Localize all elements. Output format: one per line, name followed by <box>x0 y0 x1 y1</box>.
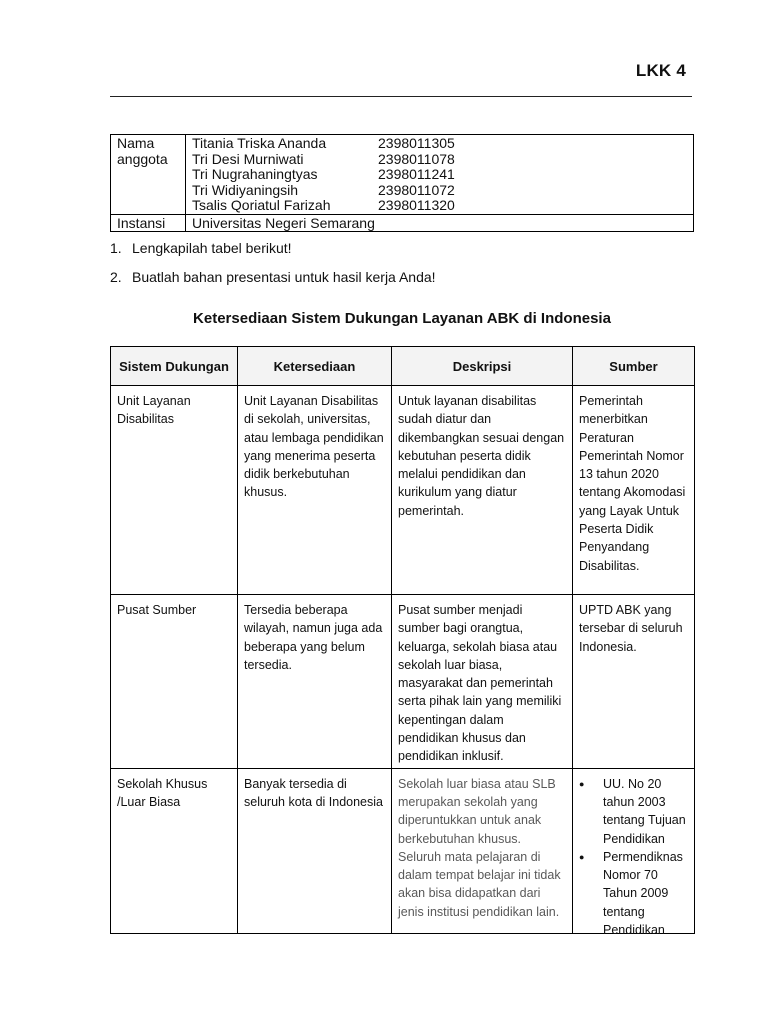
header-divider <box>110 96 692 97</box>
task-list <box>110 240 436 298</box>
description-cell: Sekolah luar biasa atau SLB merupakan sekolah yang diperuntukkan untuk anak berkebutuhan khusus. Seluruh mata pelajaran di dalam tempat belajar ini tidak akan bisa didapatkan dari jenis institusi pendidikan lain. <box>392 768 573 933</box>
availability-cell: Banyak tersedia di seluruh kota di Indonesia <box>238 768 392 933</box>
member-row <box>192 136 687 152</box>
name-label-cell: Nama anggota <box>111 135 186 215</box>
member-id: 2398011072 <box>378 181 455 198</box>
system-cell: Sekolah Khusus /Luar Biasa <box>111 768 238 933</box>
table-row <box>111 768 695 933</box>
institution-value-cell: Universitas Negeri Semarang <box>186 214 694 232</box>
member-id: 2398011305 <box>378 135 455 151</box>
member-row <box>192 167 687 183</box>
task-number: 1. <box>110 240 122 256</box>
source-cell: UPTD ABK yang tersebar di seluruh Indonesia. <box>573 595 695 769</box>
source-cell <box>573 768 695 938</box>
column-header: Sistem Dukungan <box>111 347 238 386</box>
availability-cell: Unit Layanan Disabilitas di sekolah, universitas, atau lembaga pendidikan yang menerima peserta didik berkebutuhan khusus. <box>238 386 392 595</box>
institution-label-cell: Instansi <box>111 214 186 232</box>
page-title: LKK 4 <box>635 61 686 80</box>
member-name: Tri Nugrahaningtyas <box>192 166 318 182</box>
task-text: Lengkapilah tabel berikut! <box>132 240 292 256</box>
members-table <box>110 134 694 232</box>
source-bullet-item: ● UU. No 20 tahun 2003 tentang Tujuan Pendidikan <box>579 775 688 848</box>
task-item <box>110 269 436 298</box>
support-system-table <box>110 346 695 938</box>
source-cell: Pemerintah menerbitkan Peraturan Pemerintah Nomor 13 tahun 2020 tentang Akomodasi yang Layak Untuk Peserta Didik Penyandang Disabilitas. <box>573 386 695 595</box>
table-header-row <box>111 347 695 386</box>
column-header: Sumber <box>573 347 695 386</box>
member-id: 2398011241 <box>378 166 455 182</box>
member-name: Titania Triska Ananda <box>192 135 327 151</box>
source-bullet-item: ● Permendiknas Nomor 70 Tahun 2009 tentang Pendidikan <box>579 848 688 939</box>
member-id: 2398011320 <box>378 197 455 213</box>
system-cell: Pusat Sumber <box>111 595 238 769</box>
section-title: Ketersediaan Sistem Dukungan Layanan ABK di Indonesia <box>193 310 611 327</box>
task-number: 2. <box>110 269 122 285</box>
table-row <box>111 386 695 595</box>
system-cell: Unit Layanan Disabilitas <box>111 386 238 595</box>
source-bullet-list <box>579 775 688 940</box>
members-list-cell <box>186 135 694 215</box>
member-name: Tri Widiyaningsih <box>192 181 299 198</box>
task-item <box>110 240 436 269</box>
table-row <box>111 595 695 769</box>
member-row <box>192 152 687 168</box>
description-cell: Untuk layanan disabilitas sudah diatur dan dikembangkan sesuai dengan kebutuhan peserta didik melalui pendidikan dan kurikulum yang diatur pemerintah. <box>392 386 573 595</box>
availability-cell: Tersedia beberapa wilayah, namun juga ada beberapa yang belum tersedia. <box>238 595 392 769</box>
member-row <box>192 183 687 199</box>
member-row <box>192 198 687 214</box>
column-header: Ketersediaan <box>238 347 392 386</box>
member-name: Tsalis Qoriatul Farizah <box>192 197 331 213</box>
member-id: 2398011078 <box>378 150 455 167</box>
description-cell: Pusat sumber menjadi sumber bagi orangtua, keluarga, sekolah biasa atau sekolah luar biasa, masyarakat dan pemerintah serta pihak lain yang memiliki kepentingan dalam pendidikan khusus dan pendidikan inklusif. <box>392 595 573 769</box>
member-name: Tri Desi Murniwati <box>192 150 304 167</box>
column-header: Deskripsi <box>392 347 573 386</box>
task-text: Buatlah bahan presentasi untuk hasil kerja Anda! <box>132 269 436 285</box>
